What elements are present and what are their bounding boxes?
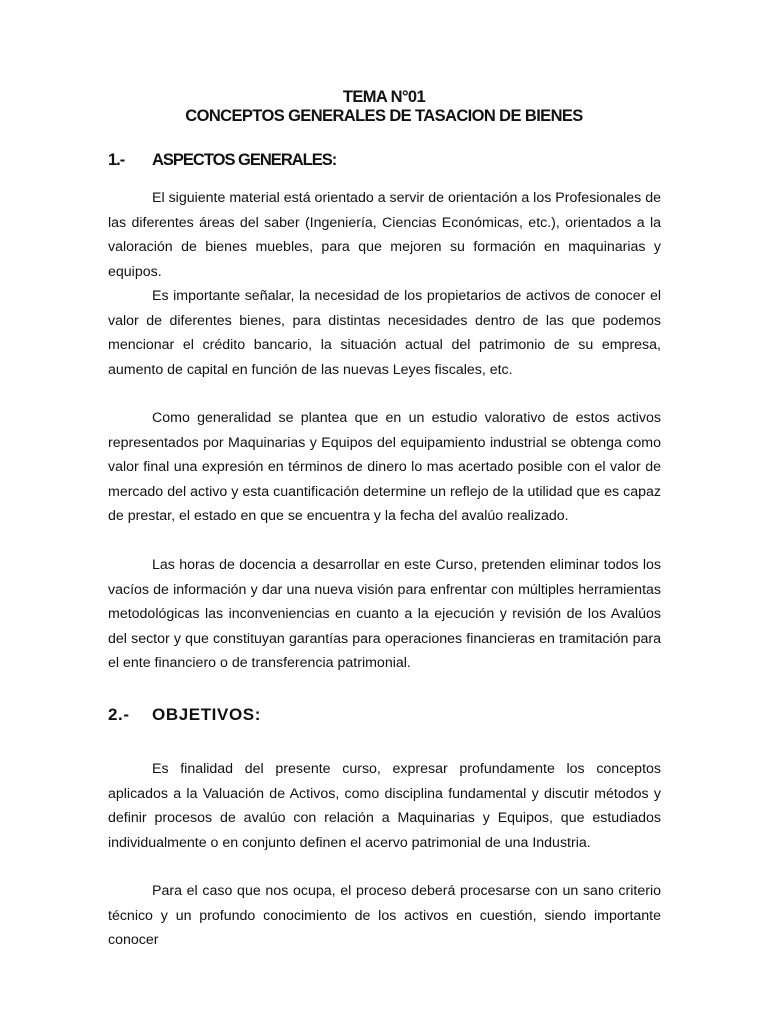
section-heading-aspectos bbox=[108, 151, 336, 170]
section-heading-objetivos bbox=[108, 705, 261, 725]
document-title bbox=[0, 88, 768, 126]
section-title: ASPECTOS GENERALES: bbox=[152, 151, 337, 169]
section-number: 1.- bbox=[108, 151, 125, 169]
paragraph: Es importante señalar, la necesidad de los propietarios de activos de conocer el valor de diferentes bienes, para distintas necesidades dentro de las que podemos mencionar el crédito bancario, la situación actual del patrimonio de su empresa, aumento de capital en función de las nuevas Leyes fiscales, etc. bbox=[108, 288, 661, 378]
paragraph: Para el caso que nos ocupa, el proceso deberá procesarse con un sano criterio técnico y un profundo conocimiento de los activos en cuestión, siendo importante conocer bbox=[108, 883, 661, 948]
title-line-1: TEMA N°01 bbox=[342, 88, 426, 106]
section-title: OBJETIVOS: bbox=[152, 705, 261, 724]
paragraph: Es finalidad del presente curso, expresar profundamente los conceptos aplicados a la Valuación de Activos, como disciplina fundamental y discutir métodos y definir procesos de avalúo con relación a Maquinarias y Equipos, que estudiados individualmente o en conjunto definen el acervo patrimonial de una Industria. bbox=[108, 761, 661, 851]
section-number: 2.- bbox=[108, 705, 130, 724]
title-line-2: CONCEPTOS GENERALES DE TASACION DE BIENES bbox=[185, 107, 583, 125]
paragraph: Como generalidad se plantea que en un estudio valorativo de estos activos representados por Maquinarias y Equipos del equipamiento industrial se obtenga como valor final una expresión en términos de dinero lo mas acertado posible con el valor de mercado del activo y esta cuantificación determine un reflejo de la utilidad que es capaz de prestar, el estado en que se encuentra y la fecha del avalúo realizado. bbox=[108, 410, 661, 524]
paragraph: Las horas de docencia a desarrollar en este Curso, pretenden eliminar todos los vacíos de información y dar una nueva visión para enfrentar con múltiples herramientas metodológicas las inconveniencias en cuanto a la ejecución y revisión de los Avalúos del sector y que constituyan garantías para operaciones financieras en tramitación para el ente financiero o de transferencia patrimonial. bbox=[108, 557, 661, 671]
paragraph: El siguiente material está orientado a servir de orientación a los Profesionales de las diferentes áreas del saber (Ingeniería, Ciencias Económicas, etc.), orientados a la valoración de bienes muebles, para que mejoren su formación en maquinarias y equipos. bbox=[108, 190, 661, 280]
